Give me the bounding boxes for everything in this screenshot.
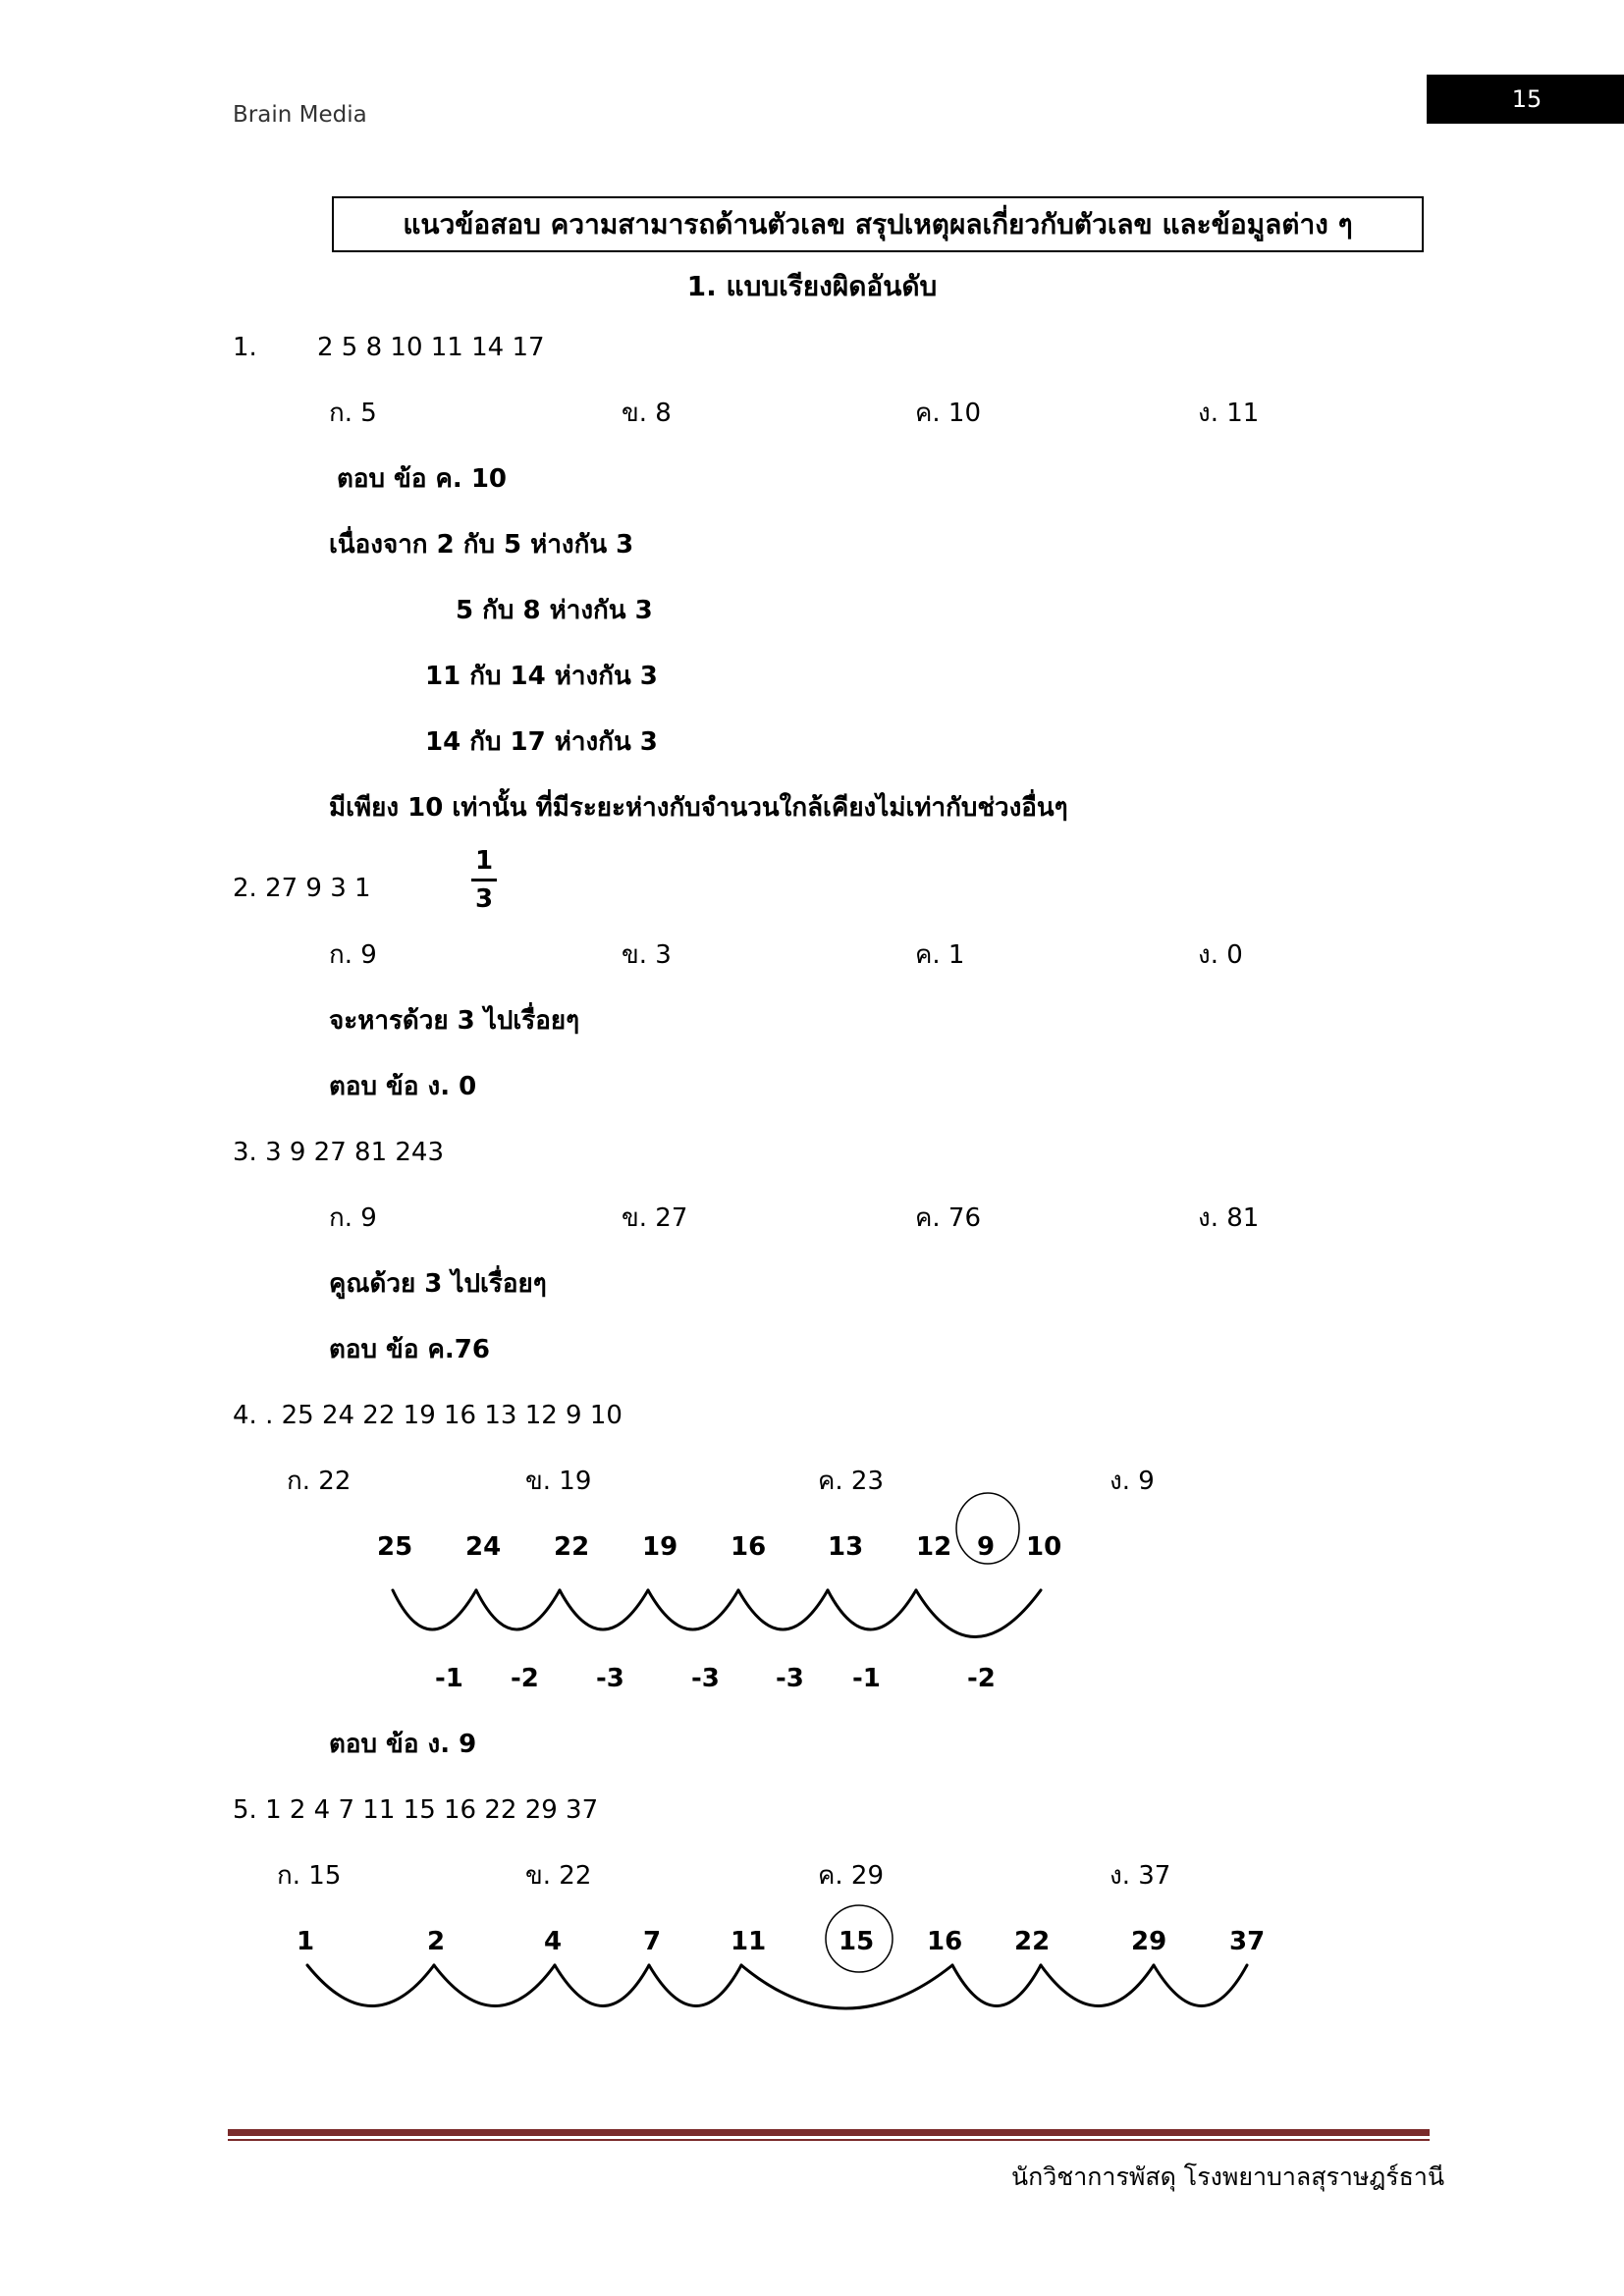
q5-choice-d: ง. 37 [1110, 1861, 1171, 1891]
q4-diagram-number-circled: 9 [977, 1532, 996, 1562]
q5-diagram-number: 29 [1131, 1927, 1167, 1956]
q5-arc [649, 1965, 741, 2006]
q5-sequence: 5. 1 2 4 7 11 15 16 22 29 37 [233, 1795, 599, 1825]
q5-choice-a: ก. 15 [277, 1861, 342, 1891]
q3-choice-b: ข. 27 [622, 1203, 688, 1233]
q5-diagram-number: 2 [427, 1927, 446, 1956]
q5-arc [434, 1965, 555, 2006]
q1-answer: ตอบ ข้อ ค. 10 [337, 464, 507, 494]
q1-explain-line: 14 กับ 17 ห่างกัน 3 [425, 727, 658, 757]
section-subtitle: 1. แบบเรียงผิดอันดับ [686, 270, 938, 302]
q3-answer: ตอบ ข้อ ค.76 [329, 1335, 490, 1364]
q5-diagram-number-circled: 15 [839, 1927, 875, 1956]
q1-explain-line: 5 กับ 8 ห่างกัน 3 [456, 596, 653, 625]
q4-arc [648, 1590, 738, 1629]
q1-explain-line: มีเพียง 10 เท่านั้น ที่มีระยะห่างกับจำนวนใกล้เคียงไม่เท่ากับช่วงอื่นๆ [329, 793, 1068, 823]
q4-arc [560, 1590, 648, 1629]
q5-arc [307, 1965, 434, 2006]
q2-fraction-denominator: 3 [474, 884, 494, 914]
q2-choice-d: ง. 0 [1198, 940, 1243, 970]
q2-choice-c: ค. 1 [915, 940, 965, 970]
q4-arc [828, 1590, 916, 1629]
q5-choice-b: ข. 22 [525, 1861, 592, 1891]
q4-choice-c: ค. 23 [818, 1467, 885, 1496]
q1-explain-line: 11 กับ 14 ห่างกัน 3 [425, 662, 658, 691]
q1-choice-a: ก. 5 [329, 399, 377, 428]
q5-diagram-number: 7 [643, 1927, 662, 1956]
page-number: 15 [1427, 75, 1624, 124]
q2-choice-b: ข. 3 [622, 940, 672, 970]
q5-arc [555, 1965, 649, 2006]
q1-choice-c: ค. 10 [915, 399, 982, 428]
q1-choice-d: ง. 11 [1198, 399, 1260, 428]
q4-diagram-number: 19 [642, 1532, 678, 1562]
q5-arc [741, 1965, 952, 2008]
q4-sequence: 4. . 25 24 22 19 16 13 12 9 10 [233, 1401, 623, 1430]
footer-rule [228, 2129, 1430, 2136]
q5-circle [826, 1905, 893, 1972]
header-brand: Brain Media [233, 102, 367, 128]
q4-diff-label: -3 [691, 1664, 720, 1693]
q4-diagram-number: 24 [465, 1532, 502, 1562]
footer-rule [228, 2139, 1430, 2141]
q4-diagram-number: 16 [731, 1532, 767, 1562]
footer-text: นักวิชาการพัสดุ โรงพยาบาลสุราษฎร์ธานี [1011, 2163, 1445, 2191]
q4-diff-label: -2 [967, 1664, 996, 1693]
q4-arc [738, 1590, 828, 1629]
q4-diff-label: -1 [852, 1664, 881, 1693]
q1-explain-line: เนื่องจาก 2 กับ 5 ห่างกัน 3 [329, 530, 634, 560]
q1-choice-b: ข. 8 [622, 399, 672, 428]
q3-explain: คูณด้วย 3 ไปเรื่อยๆ [329, 1269, 547, 1299]
q4-diagram-number: 22 [554, 1532, 590, 1562]
q4-diagram-number: 13 [828, 1532, 864, 1562]
q2-sequence: 2. 27 9 3 1 [233, 874, 371, 903]
q3-sequence: 3. 3 9 27 81 243 [233, 1138, 445, 1167]
q5-arc [952, 1965, 1041, 2006]
page-title: แนวข้อสอบ ความสามารถด้านตัวเลข สรุปเหตุผลเกี่ยวกับตัวเลข และข้อมูลต่าง ๆ [332, 196, 1424, 252]
q5-arc [1041, 1965, 1154, 2006]
q4-arc [393, 1590, 476, 1629]
q4-diagram-number: 10 [1026, 1532, 1062, 1562]
q4-circle [956, 1493, 1019, 1564]
q4-arc [916, 1590, 1041, 1637]
q4-choice-a: ก. 22 [287, 1467, 352, 1496]
q5-diagram-number: 1 [297, 1927, 315, 1956]
q5-diagram-number: 4 [544, 1927, 563, 1956]
q5-diagram-number: 22 [1014, 1927, 1051, 1956]
q5-choice-c: ค. 29 [818, 1861, 885, 1891]
q4-choice-b: ข. 19 [525, 1467, 592, 1496]
q1-sequence: 2 5 8 10 11 14 17 [317, 333, 545, 362]
q4-answer: ตอบ ข้อ ง. 9 [329, 1730, 477, 1759]
q4-diagram-number: 25 [377, 1532, 413, 1562]
q5-arc [1154, 1965, 1247, 2006]
q3-choice-a: ก. 9 [329, 1203, 377, 1233]
q4-diff-label: -3 [596, 1664, 624, 1693]
q2-choice-a: ก. 9 [329, 940, 377, 970]
q2-explain: จะหารด้วย 3 ไปเรื่อยๆ [329, 1006, 580, 1036]
q4-diff-label: -1 [435, 1664, 463, 1693]
q2-fraction-numerator: 1 [474, 846, 494, 876]
q4-diff-label: -3 [776, 1664, 804, 1693]
q4-choice-d: ง. 9 [1110, 1467, 1155, 1496]
q2-answer: ตอบ ข้อ ง. 0 [329, 1072, 477, 1101]
q3-choice-d: ง. 81 [1198, 1203, 1260, 1233]
q3-choice-c: ค. 76 [915, 1203, 982, 1233]
q4-arc [476, 1590, 560, 1629]
q5-diagram-number: 16 [927, 1927, 963, 1956]
q5-diagram-number: 37 [1229, 1927, 1266, 1956]
q4-diff-label: -2 [511, 1664, 539, 1693]
q4-diagram-number: 12 [916, 1532, 952, 1562]
q1-number: 1. [233, 333, 257, 362]
q5-diagram-number: 11 [731, 1927, 767, 1956]
